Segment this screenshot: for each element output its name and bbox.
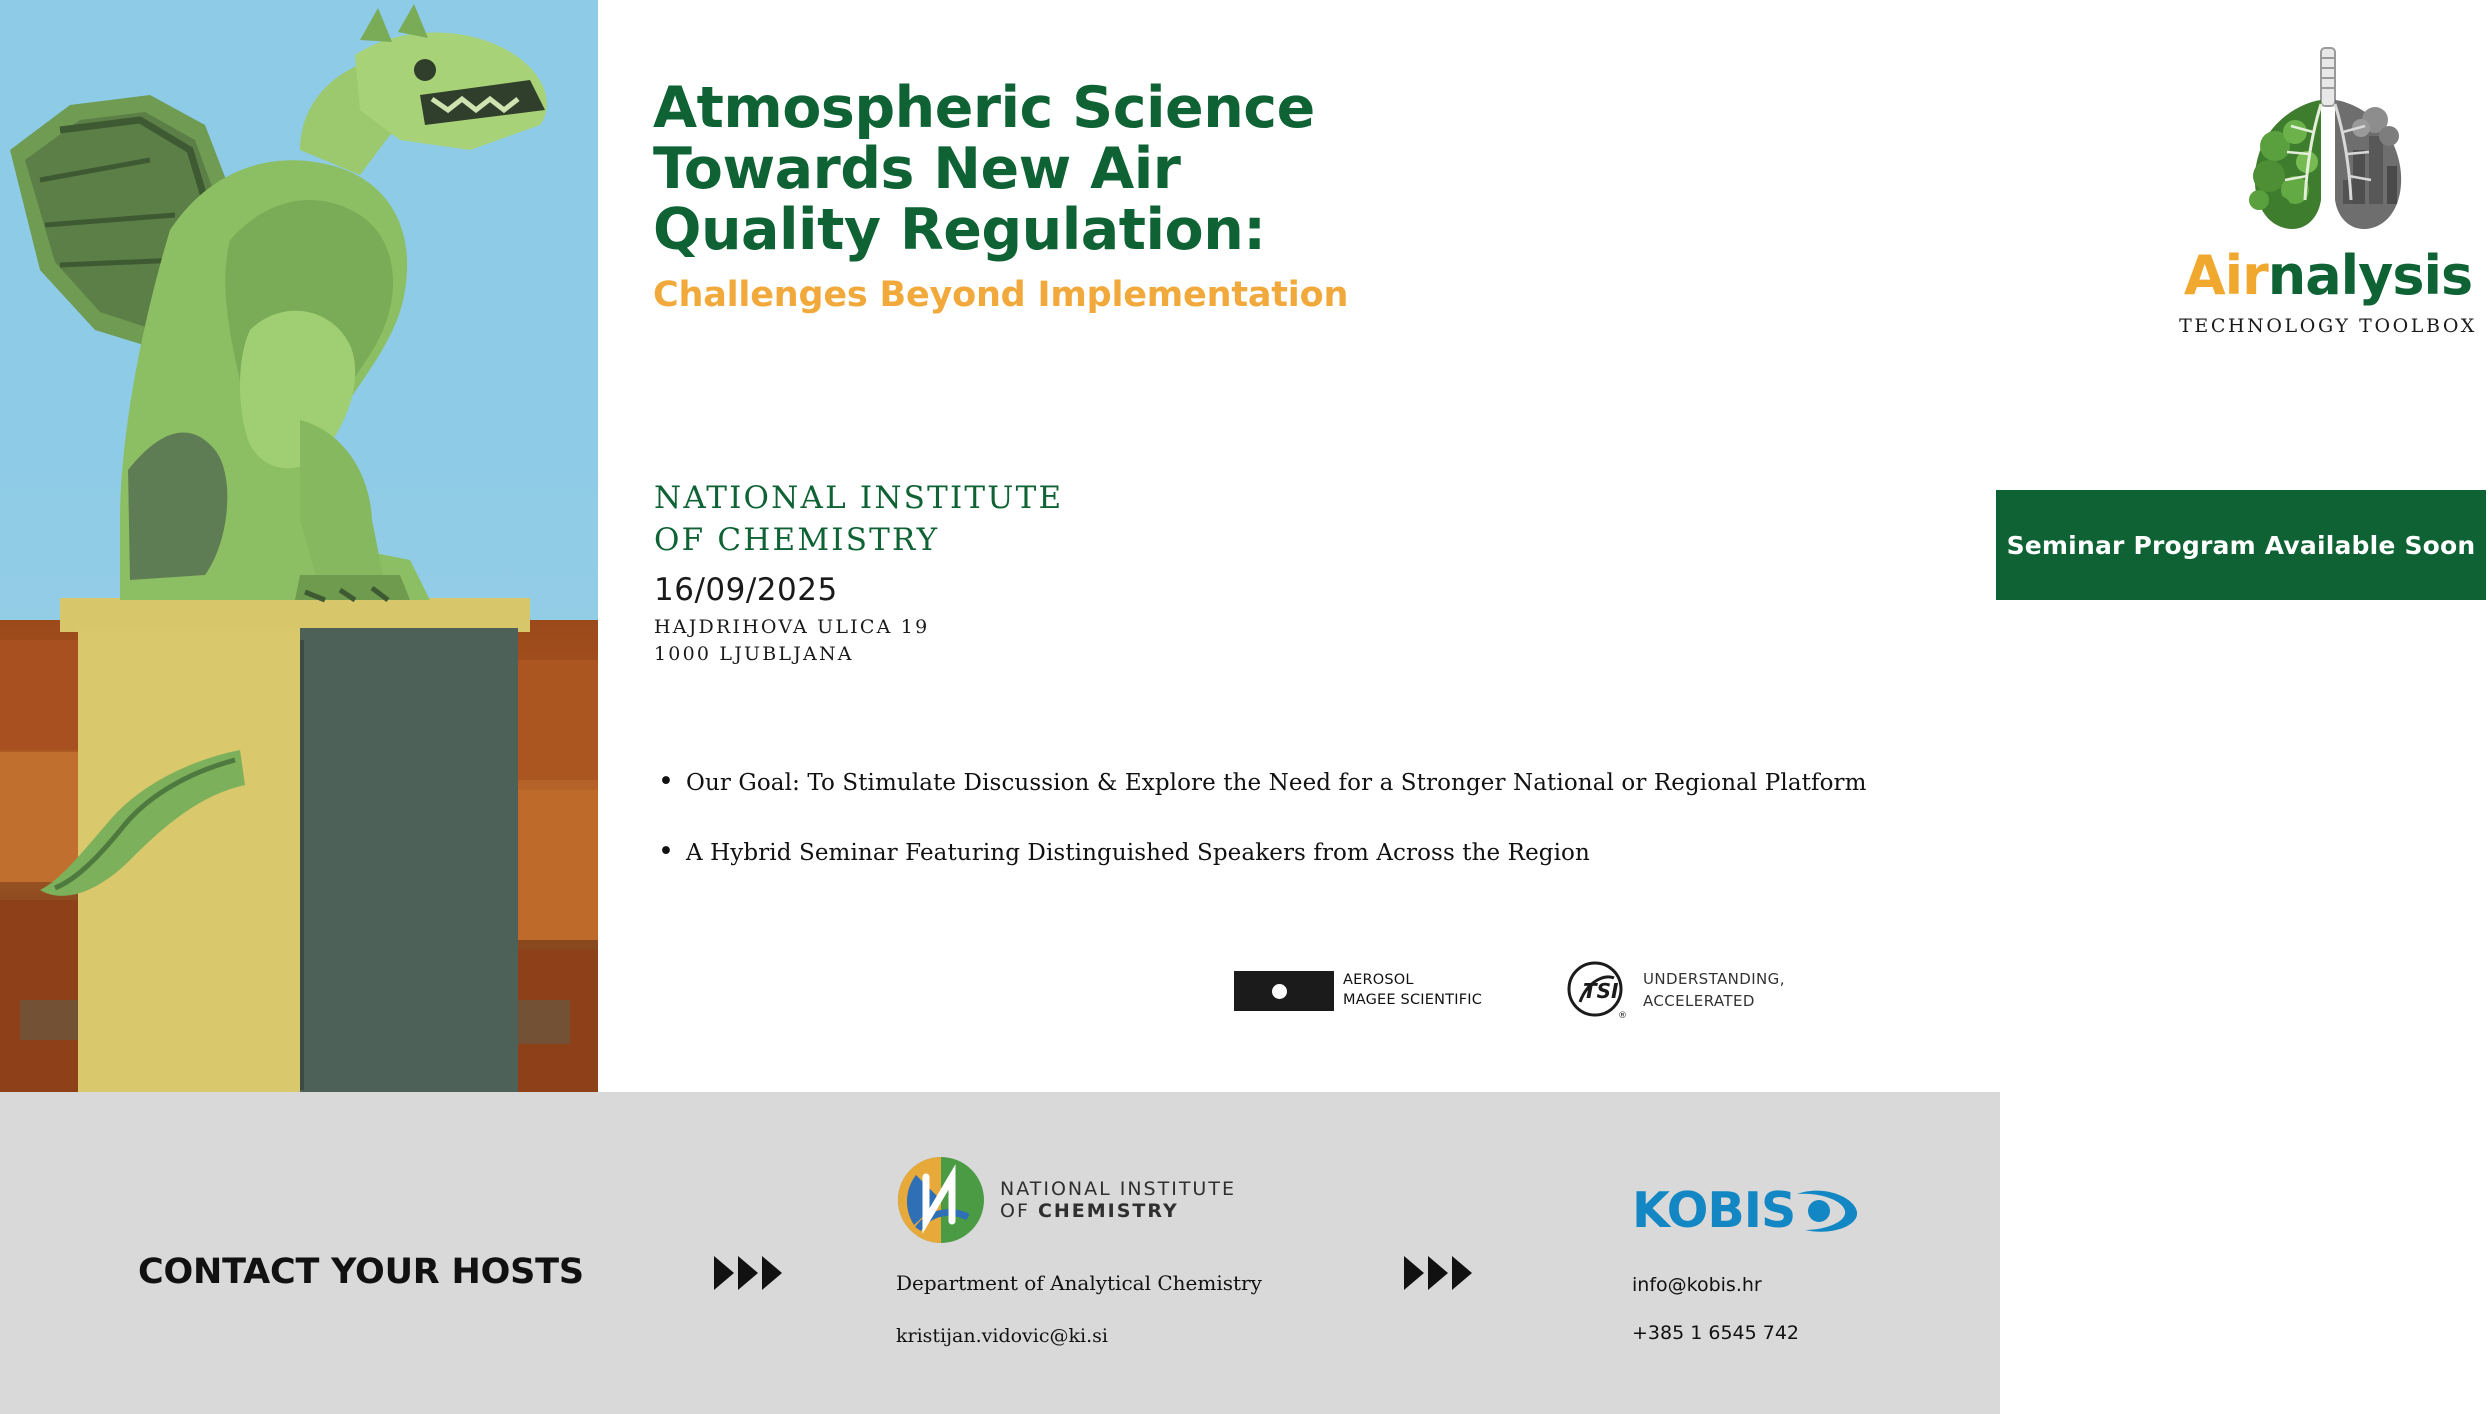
title-line-1: Atmospheric Science xyxy=(653,75,1315,141)
chevron-right-icon xyxy=(712,1252,792,1294)
list-item: • A Hybrid Seminar Featuring Distinguished Speakers from Across the Region xyxy=(686,840,1986,866)
host-kobis xyxy=(1632,1180,1962,1344)
airnalysis-logo xyxy=(2168,40,2488,337)
host2-phone[interactable]: +385 1 6545 742 xyxy=(1632,1322,1800,1344)
tsi-logo-text xyxy=(1643,969,1785,1013)
magee-mark-icon xyxy=(1234,971,1334,1011)
magee-logo-text xyxy=(1343,971,1482,1010)
kobis-wordmark: KOBIS xyxy=(1632,1181,1796,1239)
seminar-program-badge-label: Seminar Program Available Soon xyxy=(2006,530,2476,560)
tsi-line-1: UNDERSTANDING, xyxy=(1643,970,1785,989)
airnalysis-wordmark xyxy=(2168,244,2488,307)
venue-institute xyxy=(654,478,1063,562)
window-shape xyxy=(20,1000,80,1040)
title-line-3: Quality Regulation: xyxy=(653,196,1266,263)
lungs-icon xyxy=(2203,40,2453,240)
event-date: 16/09/2025 xyxy=(654,571,838,608)
host2-email[interactable]: info@kobis.hr xyxy=(1632,1274,1762,1296)
venue-address-line-1: HAJDRIHOVA ULICA 19 xyxy=(654,615,930,638)
poster-content xyxy=(598,0,2477,1092)
kobis-swoosh-icon xyxy=(1791,1180,1861,1240)
nic-logo-row xyxy=(896,1155,1316,1245)
sponsor-logos xyxy=(1234,960,1785,1022)
magee-line-2: MAGEE SCIENTIFIC xyxy=(1343,992,1483,1008)
highlights-list xyxy=(650,770,1986,910)
magee-dot-icon xyxy=(1272,984,1287,999)
nic-logo-line-2 xyxy=(1000,1200,1236,1222)
page-title xyxy=(653,75,1473,263)
title-block xyxy=(653,75,1473,315)
tsi-logo xyxy=(1566,960,1785,1022)
svg-text:®: ® xyxy=(1618,1011,1628,1021)
host1-email[interactable]: kristijan.vidovic@ki.si xyxy=(896,1325,1108,1347)
nic-logo-icon xyxy=(896,1155,986,1245)
venue-address-line-2: 1000 LJUBLJANA xyxy=(654,643,854,666)
title-line-2: Towards New Air xyxy=(653,135,1181,202)
tsi-mark-icon xyxy=(1566,960,1628,1022)
airnalysis-tagline: TECHNOLOGY TOOLBOX xyxy=(2179,315,2477,337)
venue-address xyxy=(654,614,1063,669)
kobis-logo xyxy=(1632,1180,1962,1240)
nic-logo-text xyxy=(1000,1178,1236,1222)
venue-institute-line-1: NATIONAL INSTITUTE xyxy=(654,480,1064,516)
venue-block xyxy=(654,478,1063,669)
host-national-institute-of-chemistry xyxy=(896,1155,1316,1347)
magee-line-1: AEROSOL xyxy=(1343,972,1414,989)
dragon-statue-icon xyxy=(0,0,598,700)
aerosol-magee-scientific-logo xyxy=(1234,971,1482,1011)
venue-institute-line-2: OF CHEMISTRY xyxy=(654,521,940,558)
pedestal-edge-line xyxy=(300,640,304,1090)
dragon-tail-icon xyxy=(30,740,250,920)
chevron-right-icon xyxy=(1402,1252,1482,1294)
nic-logo-line-2-light: OF xyxy=(1000,1200,1038,1222)
host1-department: Department of Analytical Chemistry xyxy=(896,1271,1262,1295)
page-subtitle: Challenges Beyond Implementation xyxy=(653,274,1349,315)
dragon-statue-photo xyxy=(0,0,598,1092)
nic-logo-line-1: NATIONAL INSTITUTE xyxy=(1000,1178,1236,1200)
list-item: • Our Goal: To Stimulate Discussion & Explore the Need for a Stronger National or Regional Platform xyxy=(686,770,1986,796)
nic-logo-line-2-bold: CHEMISTRY xyxy=(1037,1200,1179,1222)
airnalysis-wordmark-part2: nalysis xyxy=(2267,244,2473,307)
seminar-program-badge[interactable] xyxy=(1996,490,2486,600)
svg-text:TSI: TSI xyxy=(1583,979,1619,1003)
contact-hosts-label: CONTACT YOUR HOSTS xyxy=(138,1252,584,1292)
airnalysis-wordmark-part1: Air xyxy=(2183,244,2268,307)
tsi-line-2: ACCELERATED xyxy=(1643,992,1755,1010)
